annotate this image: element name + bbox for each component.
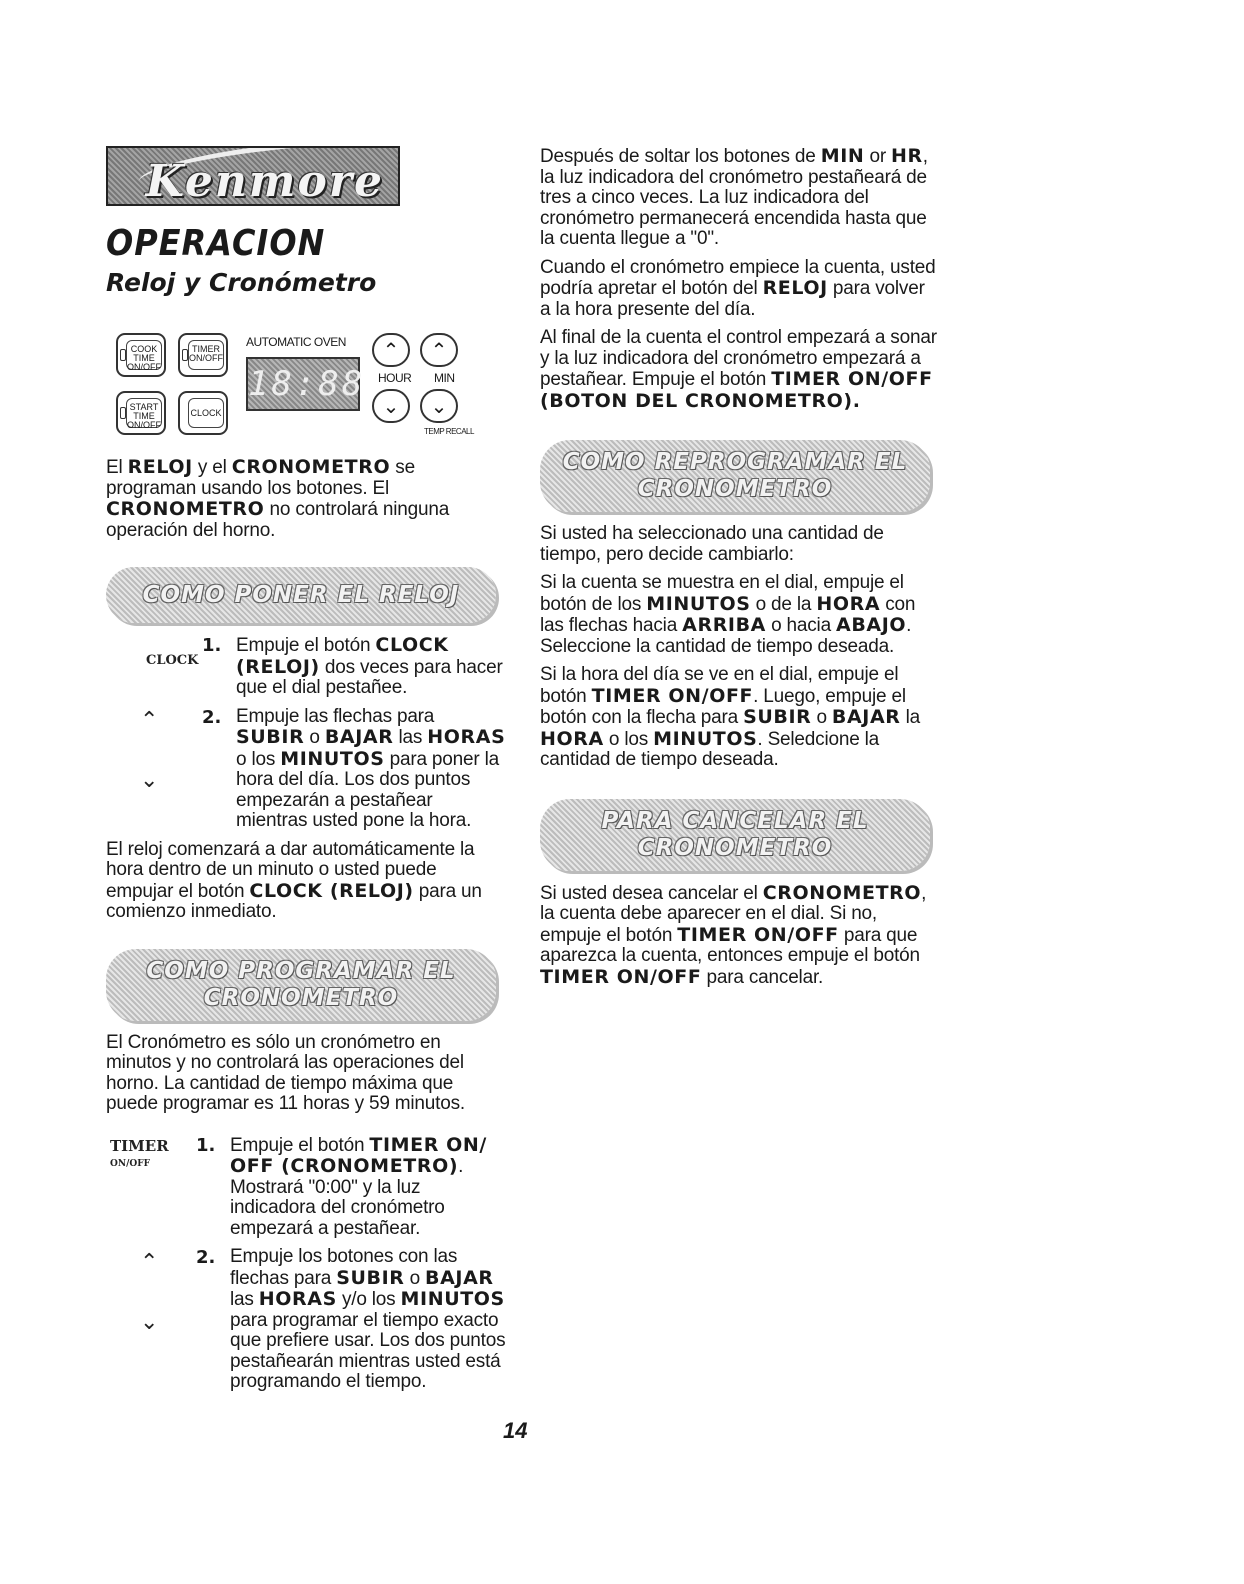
- bold-text: MIN: [820, 145, 865, 167]
- up-arrow-icon: ⌃: [140, 706, 159, 732]
- timer-onoff-label: ON/OFF: [110, 1158, 150, 1169]
- text: , la luz indicadora del cronómetro pestañeará de tres a cinco veces. La luz indicadora del cronómetro permanecerá encendida hasta que la cuenta llegue a "0".: [540, 146, 928, 249]
- bold-text: TIMER ON/OFF: [540, 965, 702, 988]
- bold-text: TIMER ON/ OFF (CRONOMETRO): [230, 1133, 487, 1177]
- step-number: 1.: [202, 635, 222, 656]
- down-arrow-icon: ⌄: [140, 766, 159, 792]
- cook-time-button: [116, 333, 166, 377]
- step-text: [230, 1247, 506, 1393]
- clock-button: [178, 391, 228, 435]
- text: Después de soltar los botones de: [540, 146, 821, 167]
- banner-program-timer: [106, 949, 496, 1021]
- right-paragraph-1: [540, 146, 940, 250]
- banner-text: COMO REPROGRAMAR EL CRONOMETRO: [562, 449, 908, 502]
- bold-text: HORAS: [258, 1288, 337, 1310]
- text: las: [230, 1289, 259, 1310]
- bold-text: SUBIR: [743, 706, 812, 728]
- text: El: [106, 457, 128, 478]
- left-column: [106, 146, 506, 1393]
- digital-display: 18:88: [246, 357, 360, 411]
- bold-text: ABAJO: [836, 614, 907, 636]
- bold-text: ARRIBA: [682, 614, 766, 636]
- clock-button-icon: CLOCK: [146, 653, 199, 668]
- text: las: [393, 727, 428, 748]
- bold-text: TIMER ON/OFF: [677, 923, 839, 946]
- reprogram-paragraph-2: [540, 573, 940, 657]
- bold-text: BAJAR: [831, 706, 901, 728]
- bold-text: BAJAR: [425, 1266, 494, 1289]
- page-subtitle: Reloj y Cronómetro: [106, 268, 377, 297]
- text: o: [404, 1267, 426, 1289]
- bold-text: CRONOMETRO: [106, 498, 265, 520]
- bold-text: TIMER ON/OFF (BOTON DEL CRONOMETRO).: [540, 368, 933, 412]
- step-text: [236, 635, 506, 699]
- bold-text: HORAS: [427, 726, 506, 748]
- bold-text: MINUTOS: [646, 592, 751, 615]
- logo-text: Kenmore: [145, 156, 384, 206]
- text: o: [304, 727, 325, 748]
- reprogram-paragraph-1: Si usted ha seleccionado una cantidad de tiempo, pero decide cambiarlo:: [540, 523, 884, 565]
- bold-text: BAJAR: [324, 726, 394, 748]
- text: Empuje el botón: [230, 1134, 370, 1156]
- text: dos veces para hacer que el dial pestañee.: [236, 656, 503, 698]
- hour-up-arrow-icon: ⌃: [372, 333, 410, 367]
- text: o: [811, 707, 832, 728]
- text: para que aparezca la cuenta, entonces empuje el botón: [540, 924, 920, 966]
- bold-text: MINUTOS: [400, 1288, 505, 1310]
- bold-text: CRONOMETRO: [762, 881, 922, 904]
- text: para volver a la hora presente del día.: [540, 278, 925, 320]
- text: o de la: [750, 593, 817, 615]
- clock-label: CLOCK: [188, 398, 224, 428]
- bold-text: CLOCK (RELOJ): [249, 879, 414, 902]
- min-down-arrow-icon: ⌄: [420, 389, 458, 423]
- timer-step-1: [106, 1135, 506, 1240]
- text: Empuje las flechas para: [236, 705, 435, 727]
- step-number: 2.: [202, 706, 222, 728]
- banner-text: COMO PONER EL RELOJ: [142, 581, 460, 608]
- min-up-arrow-icon: ⌃: [420, 333, 458, 367]
- timer-button: [178, 333, 228, 377]
- text: la: [900, 707, 920, 728]
- text: y el: [192, 457, 232, 478]
- text: Si usted desea cancelar el: [540, 882, 763, 904]
- text: . Seledcione la cantidad de tiempo deseada.: [540, 728, 880, 770]
- right-paragraph-2: [540, 258, 940, 321]
- text: o los: [236, 748, 281, 770]
- clock-step-1: [106, 635, 506, 699]
- bold-text: HR: [891, 145, 923, 167]
- page-title: OPERACION: [106, 222, 326, 264]
- timer-label: TIMER ON/OFF: [188, 340, 224, 370]
- bold-text: MINUTOS: [653, 727, 758, 750]
- timer-icon-label: TIMER: [110, 1136, 169, 1155]
- text: Empuje el botón: [236, 635, 376, 656]
- bold-text: CRONOMETRO: [231, 456, 391, 478]
- text: Si la cuenta se muestra en el dial, empuje el botón de los: [540, 572, 904, 615]
- cancel-paragraph: [540, 883, 940, 989]
- bold-text: HORA: [816, 592, 881, 615]
- text: . Mostrará "0:00" y la luz indicadora del cronómetro empezará a pestañear.: [230, 1156, 464, 1239]
- text: para poner la hora del día. Los dos puntos empezarán a pestañear mientras usted pone la hora.: [236, 748, 499, 831]
- automatic-oven-label: AUTOMATIC OVEN: [246, 335, 346, 349]
- timer-button-icon: [110, 1136, 169, 1172]
- timer-intro: El Cronómetro es sólo un cronómetro en minutos y no controlará las operaciones del horno. La cantidad de tiempo máxima que puede programar es 11 horas y 59 minutos.: [106, 1031, 465, 1114]
- start-time-label: START TIME ON/OFF: [126, 398, 162, 428]
- intro-paragraph: [106, 457, 506, 541]
- text: para un comienzo inmediato.: [106, 880, 482, 922]
- banner-reprogram-timer: [540, 440, 930, 512]
- text: Si la hora del día se ve en el dial, empuje el botón: [540, 664, 899, 707]
- bold-text: MINUTOS: [280, 747, 385, 770]
- text: para cancelar.: [701, 966, 824, 988]
- text: . Luego, empuje el botón con la flecha para: [540, 685, 906, 728]
- timer-step-2: [106, 1247, 506, 1393]
- down-arrow-icon: ⌄: [140, 1309, 159, 1334]
- text: Cuando el cronómetro empiece la cuenta, usted podría apretar el botón del: [540, 256, 936, 299]
- hour-down-arrow-icon: ⌄: [372, 389, 410, 423]
- text: , la cuenta debe aparecer en el dial. Si no, empuje el botón: [540, 882, 927, 946]
- right-paragraph-3: [540, 328, 940, 412]
- kenmore-logo: [106, 146, 400, 206]
- reprogram-paragraph-3: [540, 665, 940, 771]
- clock-note: [106, 840, 506, 923]
- banner-set-clock: [106, 567, 496, 623]
- hour-label: HOUR: [378, 371, 412, 385]
- bold-text: RELOJ: [762, 277, 828, 299]
- bold-text: RELOJ: [127, 456, 193, 478]
- bold-text: CLOCK (RELOJ): [236, 634, 449, 678]
- banner-text: COMO PROGRAMAR EL CRONOMETRO: [146, 957, 456, 1011]
- text: con las flechas hacia: [540, 593, 916, 636]
- bold-text: HORA: [540, 727, 604, 750]
- step-text: [236, 707, 506, 832]
- bold-text: TIMER ON/OFF: [591, 684, 754, 707]
- text: o hacia: [765, 615, 837, 636]
- text: or: [864, 146, 892, 167]
- banner-cancel-timer: [540, 799, 930, 871]
- start-time-button: [116, 391, 166, 435]
- bold-text: SUBIR: [236, 726, 305, 748]
- text: Al final de la cuenta el control empezará a sonar y la luz indicadora del cronómetro empezará a pestañear. Empuje el botón: [540, 327, 937, 390]
- step-number: 1.: [196, 1134, 216, 1156]
- step-number: 2.: [196, 1247, 216, 1268]
- banner-text: PARA CANCELAR EL CRONOMETRO: [601, 807, 869, 861]
- temp-recall-label: TEMP RECALL: [424, 427, 474, 436]
- control-panel-illustration: [106, 333, 486, 443]
- text: para programar el tiempo exacto que prefiere usar. Los dos puntos pestañearán mientras usted está programando el tiempo.: [230, 1309, 506, 1392]
- right-column: [540, 146, 940, 988]
- page-number: 14: [503, 1418, 528, 1443]
- bold-text: SUBIR: [336, 1266, 405, 1289]
- clock-step-2: [106, 707, 506, 832]
- cook-time-label: COOK TIME ON/OFF: [126, 340, 162, 370]
- up-arrow-icon: ⌃: [140, 1249, 159, 1274]
- text: se programan usando los botones. El: [106, 457, 415, 499]
- text: El reloj comenzará a dar automáticamente la hora dentro de un minuto o usted puede empujar el botón: [106, 838, 475, 902]
- text: no controlará ninguna operación del horno.: [106, 499, 450, 541]
- step-text: [230, 1135, 506, 1240]
- text: Empuje los botones con las flechas para: [230, 1246, 458, 1289]
- text: o los: [603, 728, 654, 750]
- text: . Seleccione la cantidad de tiempo deseada.: [540, 615, 912, 657]
- text: y/o los: [336, 1289, 401, 1310]
- min-label: MIN: [434, 371, 455, 385]
